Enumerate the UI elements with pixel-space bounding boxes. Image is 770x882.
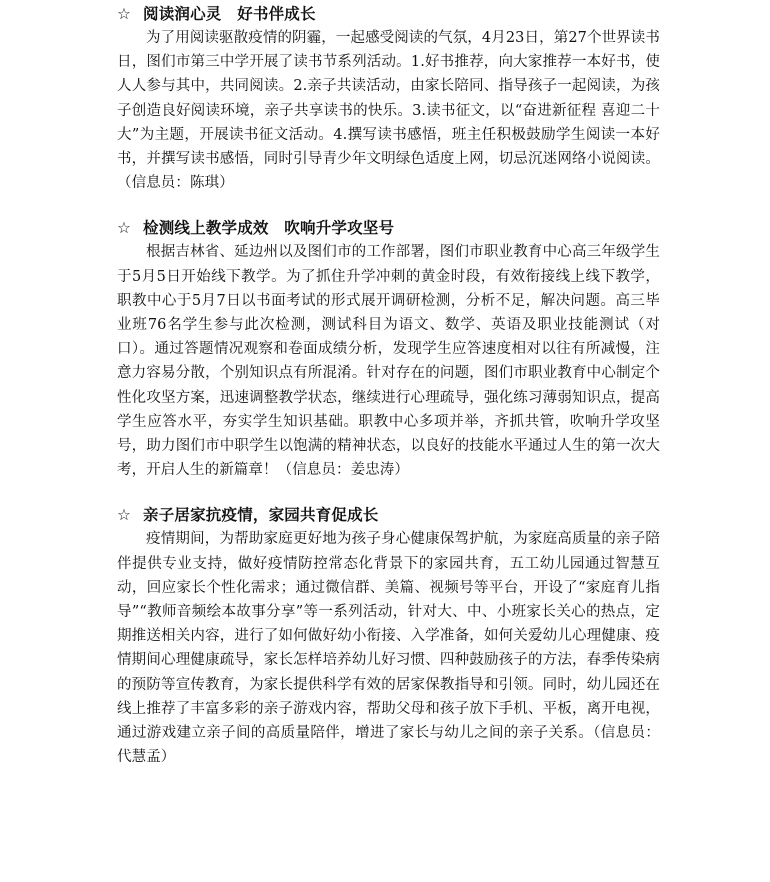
- news-page: [117, 2, 660, 769]
- section-gap: [117, 482, 660, 503]
- article-body: 根据吉林省、延边州以及图们市的工作部署，图们市职业教育中心高三年级学生于5月5日开始线下教学。为了抓住升学冲刺的黄金时段，有效衔接线上线下教学，职教中心于5月7日以书面考试的形式展开调研检测，分析不足，解决问题。高三毕业班76名学生参与此次检测，测试科目为语文、数学、英语及职业技能测试（对口）。通过答题情况观察和卷面成绩分析，发现学生应答速度相对以往有所减慢，注意力容易分散，个别知识点有所混淆。针对存在的问题，图们市职业教育中心制定个性化攻坚方案，迅速调整教学状态，继续进行心理疏导，强化练习薄弱知识点，提高学生应答水平，夯实学生知识基础。职教中心多项并举，齐抓共管，吹响升学攻坚号，助力图们市中职学生以饱满的精神状态，以良好的技能水平通过人生的第一次大考，开启人生的新篇章！（信息员：姜忠涛）: [117, 244, 660, 479]
- article-heading: [117, 216, 660, 240]
- star-icon: ☆: [117, 5, 132, 23]
- article-body: 疫情期间，为帮助家庭更好地为孩子身心健康保驾护航，为家庭高质量的亲子陪伴提供专业支持，做好疫情防控常态化背景下的家园共育，五工幼儿园通过智慧互动，回应家长个性化需求；通过微信群、美篇、视频号等平台，开设了“家庭育儿指导”“教师音频绘本故事分享”等一系列活动，针对大、中、小班家长关心的热点，定期推送相关内容，进行了如何做好幼小衔接、入学准备，如何关爱幼儿心理健康、疫情期间心理健康疏导，家长怎样培养幼儿好习惯、四种鼓励孩子的方法，春季传染病的预防等宣传教育，为家长提供科学有效的居家保教指导和引领。同时，幼儿园还在线上推荐了丰富多彩的亲子游戏内容，帮助父母和孩子放下手机、平板，离开电视，通过游戏建立亲子间的高质量陪伴，增进了家长与幼儿之间的亲子关系。（信息员：代慧孟）: [117, 531, 660, 766]
- star-icon: ☆: [117, 506, 132, 525]
- article-family-education: [117, 503, 660, 769]
- section-gap: [117, 195, 660, 216]
- article-title: 检测线上教学成效 吹响升学攻坚号: [143, 219, 395, 238]
- article-reading: [117, 2, 660, 195]
- article-title: 亲子居家抗疫情，家园共育促成长: [143, 506, 379, 525]
- article-heading: [117, 2, 660, 26]
- article-title: 阅读润心灵 好书伴成长: [143, 5, 316, 23]
- article-heading: [117, 503, 660, 527]
- article-online-teaching: [117, 216, 660, 482]
- article-body: 为了用阅读驱散疫情的阴霾，一起感受阅读的气氛，4月23日，第27个世界读书日，图们市第三中学开展了读书节系列活动。1.好书推荐，向大家推荐一本好书，使人人参与其中，共同阅读。2.亲子共读活动，由家长陪同、指导孩子一起阅读，为孩子创造良好阅读环境，亲子共享读书的快乐。3.读书征文，以“奋进新征程 喜迎二十大”为主题，开展读书征文活动。4.撰写读书感悟，班主任积极鼓励学生阅读一本好书，并撰写读书感悟，同时引导青少年文明绿色适度上网，切忌沉迷网络小说阅读。（信息员：陈琪）: [117, 30, 660, 192]
- star-icon: ☆: [117, 219, 132, 238]
